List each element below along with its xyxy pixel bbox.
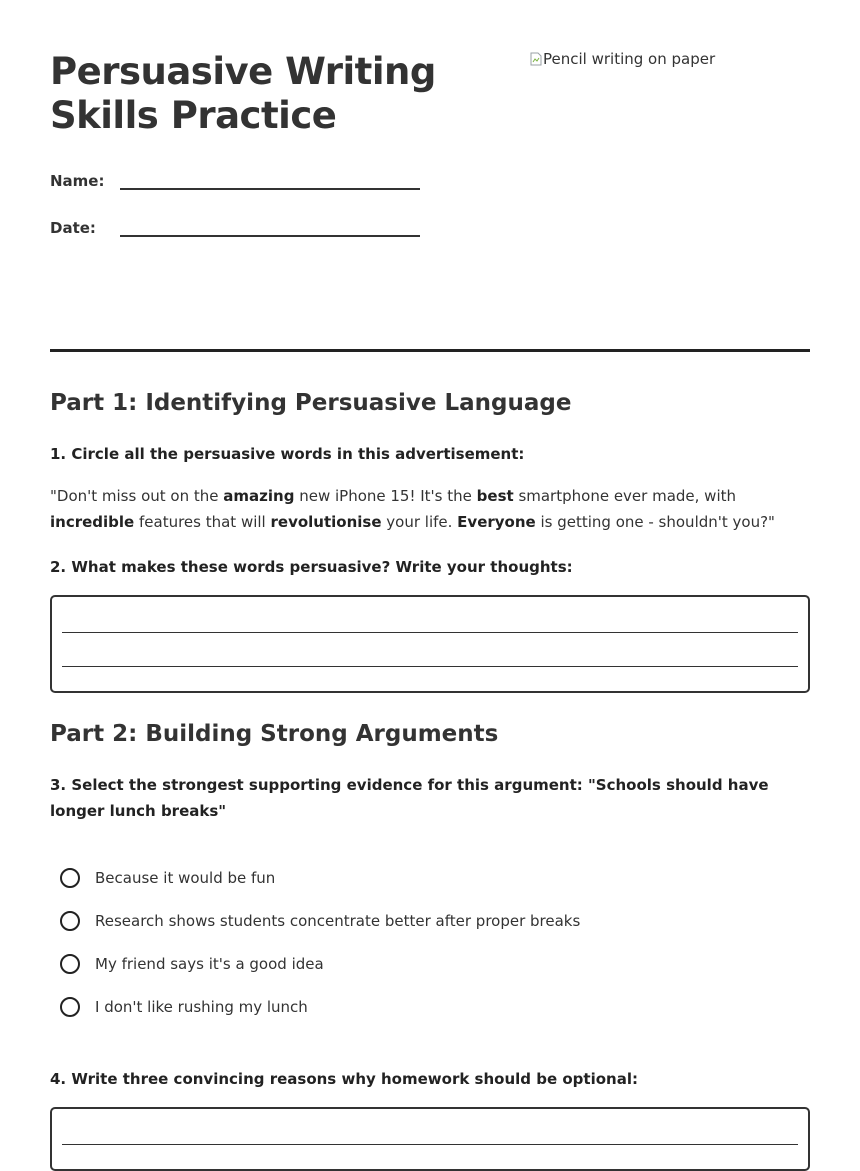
option-1[interactable] (60, 865, 275, 891)
ad-segment: "Don't miss out on the (50, 487, 224, 505)
question-4: 4. Write three convincing reasons why homework should be optional: (50, 1070, 638, 1088)
option-label: Research shows students concentrate better after proper breaks (95, 912, 581, 930)
question-2: 2. What makes these words persuasive? Write your thoughts: (50, 558, 573, 576)
persuasive-word: amazing (223, 487, 295, 505)
answer-line (62, 1144, 798, 1145)
radio-button[interactable] (60, 911, 80, 931)
question-1: 1. Circle all the persuasive words in this advertisement: (50, 445, 525, 463)
answer-box-q2[interactable] (50, 595, 810, 693)
part2-heading: Part 2: Building Strong Arguments (50, 721, 499, 747)
name-blank[interactable] (120, 166, 420, 190)
radio-button[interactable] (60, 954, 80, 974)
option-label: Because it would be fun (95, 869, 276, 887)
advertisement-text (50, 483, 810, 535)
option-4[interactable] (60, 994, 308, 1020)
name-field (50, 166, 420, 190)
answer-line (62, 666, 798, 667)
page-title: Persuasive Writing Skills Practice (50, 50, 436, 137)
radio-button[interactable] (60, 997, 80, 1017)
date-field (50, 213, 420, 237)
pencil-image (530, 50, 715, 68)
date-blank[interactable] (120, 213, 420, 237)
image-alt-text: Pencil writing on paper (543, 50, 716, 68)
persuasive-word: Everyone (457, 513, 536, 531)
radio-button[interactable] (60, 868, 80, 888)
header-divider (50, 349, 810, 352)
option-2[interactable] (60, 908, 580, 934)
option-label: My friend says it's a good idea (95, 955, 324, 973)
persuasive-word: revolutionise (270, 513, 382, 531)
ad-segment: is getting one - shouldn't you?" (535, 513, 775, 531)
question-3: 3. Select the strongest supporting evidence for this argument: "Schools should have longer lunch breaks" (50, 776, 769, 820)
option-3[interactable] (60, 951, 324, 977)
persuasive-word: best (476, 487, 514, 505)
ad-segment: new iPhone 15! It's the (294, 487, 477, 505)
worksheet-header (50, 50, 810, 353)
broken-image-icon (530, 52, 542, 66)
option-label: I don't like rushing my lunch (95, 998, 308, 1016)
answer-line (62, 632, 798, 633)
date-label: Date: (50, 219, 96, 237)
persuasive-word: incredible (50, 513, 135, 531)
answer-box-q4[interactable] (50, 1107, 810, 1171)
ad-segment: smartphone ever made, with (513, 487, 736, 505)
ad-segment: features that will (134, 513, 271, 531)
part1-heading: Part 1: Identifying Persuasive Language (50, 390, 572, 416)
ad-segment: your life. (381, 513, 458, 531)
name-label: Name: (50, 172, 105, 190)
